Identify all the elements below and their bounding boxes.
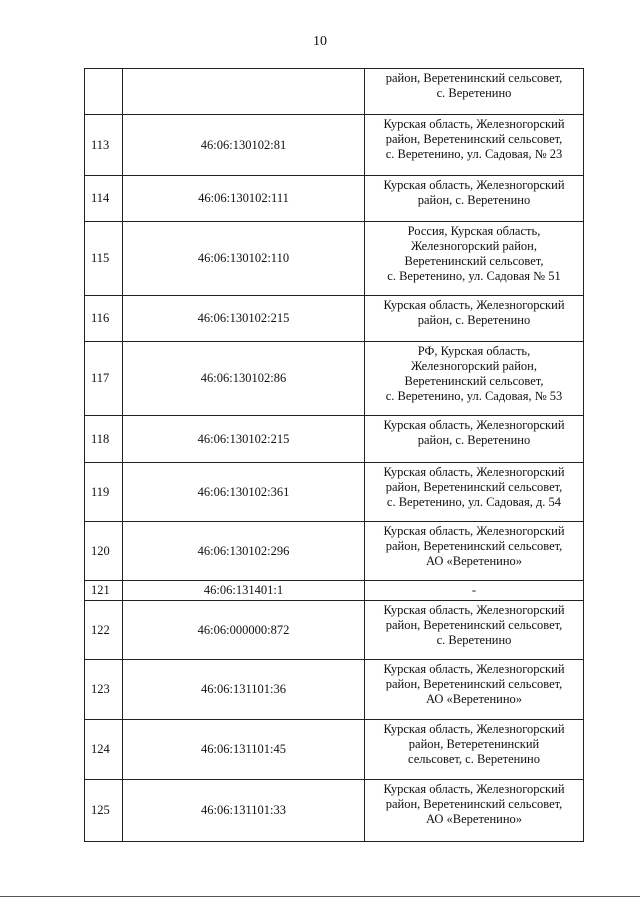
address-line: АО «Веретенино» — [425, 554, 523, 568]
table-row — [85, 601, 584, 660]
address-line: район, Веретенинский сельсовет, — [385, 480, 563, 494]
address-line: Курская область, Железногорский — [383, 117, 565, 131]
table-row — [85, 115, 584, 176]
address-line: РФ, Курская область, — [417, 344, 531, 358]
address-line: с. Веретенино, ул. Садовая, № 53 — [385, 389, 563, 403]
table-row — [85, 416, 584, 463]
address-line: АО «Веретенино» — [425, 692, 523, 706]
address-line: район, Веретенинский сельсовет, — [385, 539, 563, 553]
address-line: АО «Веретенино» — [425, 812, 523, 826]
address-line: Курская область, Железногорский — [383, 662, 565, 676]
address-line: Веретенинский сельсовет, — [404, 374, 544, 388]
cadastral-number-cell: 46:06:131101:36 — [123, 660, 365, 720]
address-cell — [365, 660, 584, 720]
address-line: район, Веретенинский сельсовет, — [385, 132, 563, 146]
address-line: с. Веретенино, ул. Садовая № 51 — [387, 269, 561, 283]
table-row — [85, 296, 584, 342]
cadastral-number-cell — [123, 69, 365, 115]
row-number-cell: 118 — [85, 416, 123, 463]
address-line: район, Ветеретенинский — [408, 737, 540, 751]
row-number-cell: 115 — [85, 222, 123, 296]
table-row — [85, 581, 584, 601]
cadastral-number-cell: 46:06:131101:33 — [123, 780, 365, 842]
table-row — [85, 176, 584, 222]
cadastral-number-cell: 46:06:130102:111 — [123, 176, 365, 222]
address-line: Курская область, Железногорский — [383, 603, 565, 617]
row-number-cell: 113 — [85, 115, 123, 176]
cadastral-number-cell: 46:06:130102:361 — [123, 463, 365, 522]
bottom-scan-rule — [0, 896, 640, 897]
address-cell — [365, 463, 584, 522]
row-number-cell: 120 — [85, 522, 123, 581]
cadastral-number-cell: 46:06:130102:110 — [123, 222, 365, 296]
table-row — [85, 780, 584, 842]
cadastral-number-cell: 46:06:131101:45 — [123, 720, 365, 780]
address-line: Курская область, Железногорский — [383, 524, 565, 538]
address-line: район, Веретенинский сельсовет, — [385, 677, 563, 691]
address-line: Веретенинский сельсовет, — [404, 254, 544, 268]
cadastral-number-cell: 46:06:131401:1 — [123, 581, 365, 601]
cadastral-number-cell: 46:06:000000:872 — [123, 601, 365, 660]
cadastral-number-cell: 46:06:130102:81 — [123, 115, 365, 176]
address-cell — [365, 296, 584, 342]
table-row — [85, 222, 584, 296]
address-line: Курская область, Железногорский — [383, 178, 565, 192]
table-row — [85, 69, 584, 115]
address-line: с. Веретенино — [436, 86, 512, 100]
row-number-cell: 116 — [85, 296, 123, 342]
address-line: Курская область, Железногорский — [383, 722, 565, 736]
table-row — [85, 522, 584, 581]
row-number-cell: 124 — [85, 720, 123, 780]
table-row — [85, 720, 584, 780]
address-line: район, с. Веретенино — [417, 313, 531, 327]
address-line: с. Веретенино, ул. Садовая, № 23 — [385, 147, 563, 161]
address-cell — [365, 342, 584, 416]
address-line: Россия, Курская область, — [407, 224, 541, 238]
cadastral-number-cell: 46:06:130102:86 — [123, 342, 365, 416]
row-number-cell: 123 — [85, 660, 123, 720]
address-cell — [365, 416, 584, 463]
cadastral-number-cell: 46:06:130102:215 — [123, 296, 365, 342]
row-number-cell: 119 — [85, 463, 123, 522]
address-line: - — [471, 583, 477, 597]
address-line: район, Веретенинский сельсовет, — [385, 618, 563, 632]
address-cell — [365, 176, 584, 222]
address-line: Железногорский район, — [411, 239, 537, 253]
address-cell — [365, 115, 584, 176]
row-number-cell: 122 — [85, 601, 123, 660]
cadastral-number-cell: 46:06:130102:215 — [123, 416, 365, 463]
table-body — [85, 69, 584, 842]
address-cell — [365, 69, 584, 115]
address-cell — [365, 720, 584, 780]
parcels-table — [84, 68, 584, 842]
page-number: 10 — [313, 34, 327, 49]
address-cell — [365, 222, 584, 296]
address-line: с. Веретенино — [436, 633, 512, 647]
row-number-cell: 114 — [85, 176, 123, 222]
address-cell — [365, 601, 584, 660]
address-line: сельсовет, с. Веретенино — [408, 752, 540, 766]
table-row — [85, 342, 584, 416]
address-line: Курская область, Железногорский — [383, 465, 565, 479]
address-line: район, с. Веретенино — [417, 193, 531, 207]
row-number-cell — [85, 69, 123, 115]
row-number-cell: 125 — [85, 780, 123, 842]
address-line: Курская область, Железногорский — [383, 298, 565, 312]
row-number-cell: 117 — [85, 342, 123, 416]
row-number-cell: 121 — [85, 581, 123, 601]
address-line: Железногорский район, — [411, 359, 537, 373]
address-line: Курская область, Железногорский — [383, 418, 565, 432]
cadastral-number-cell: 46:06:130102:296 — [123, 522, 365, 581]
address-line: Курская область, Железногорский — [383, 782, 565, 796]
address-line: с. Веретенино, ул. Садовая, д. 54 — [386, 495, 562, 509]
table-row — [85, 463, 584, 522]
address-line: район, Веретенинский сельсовет, — [385, 71, 563, 85]
address-cell — [365, 780, 584, 842]
table-row — [85, 660, 584, 720]
address-line: район, с. Веретенино — [417, 433, 531, 447]
address-cell — [365, 522, 584, 581]
address-line: район, Веретенинский сельсовет, — [385, 797, 563, 811]
address-cell — [365, 581, 584, 601]
